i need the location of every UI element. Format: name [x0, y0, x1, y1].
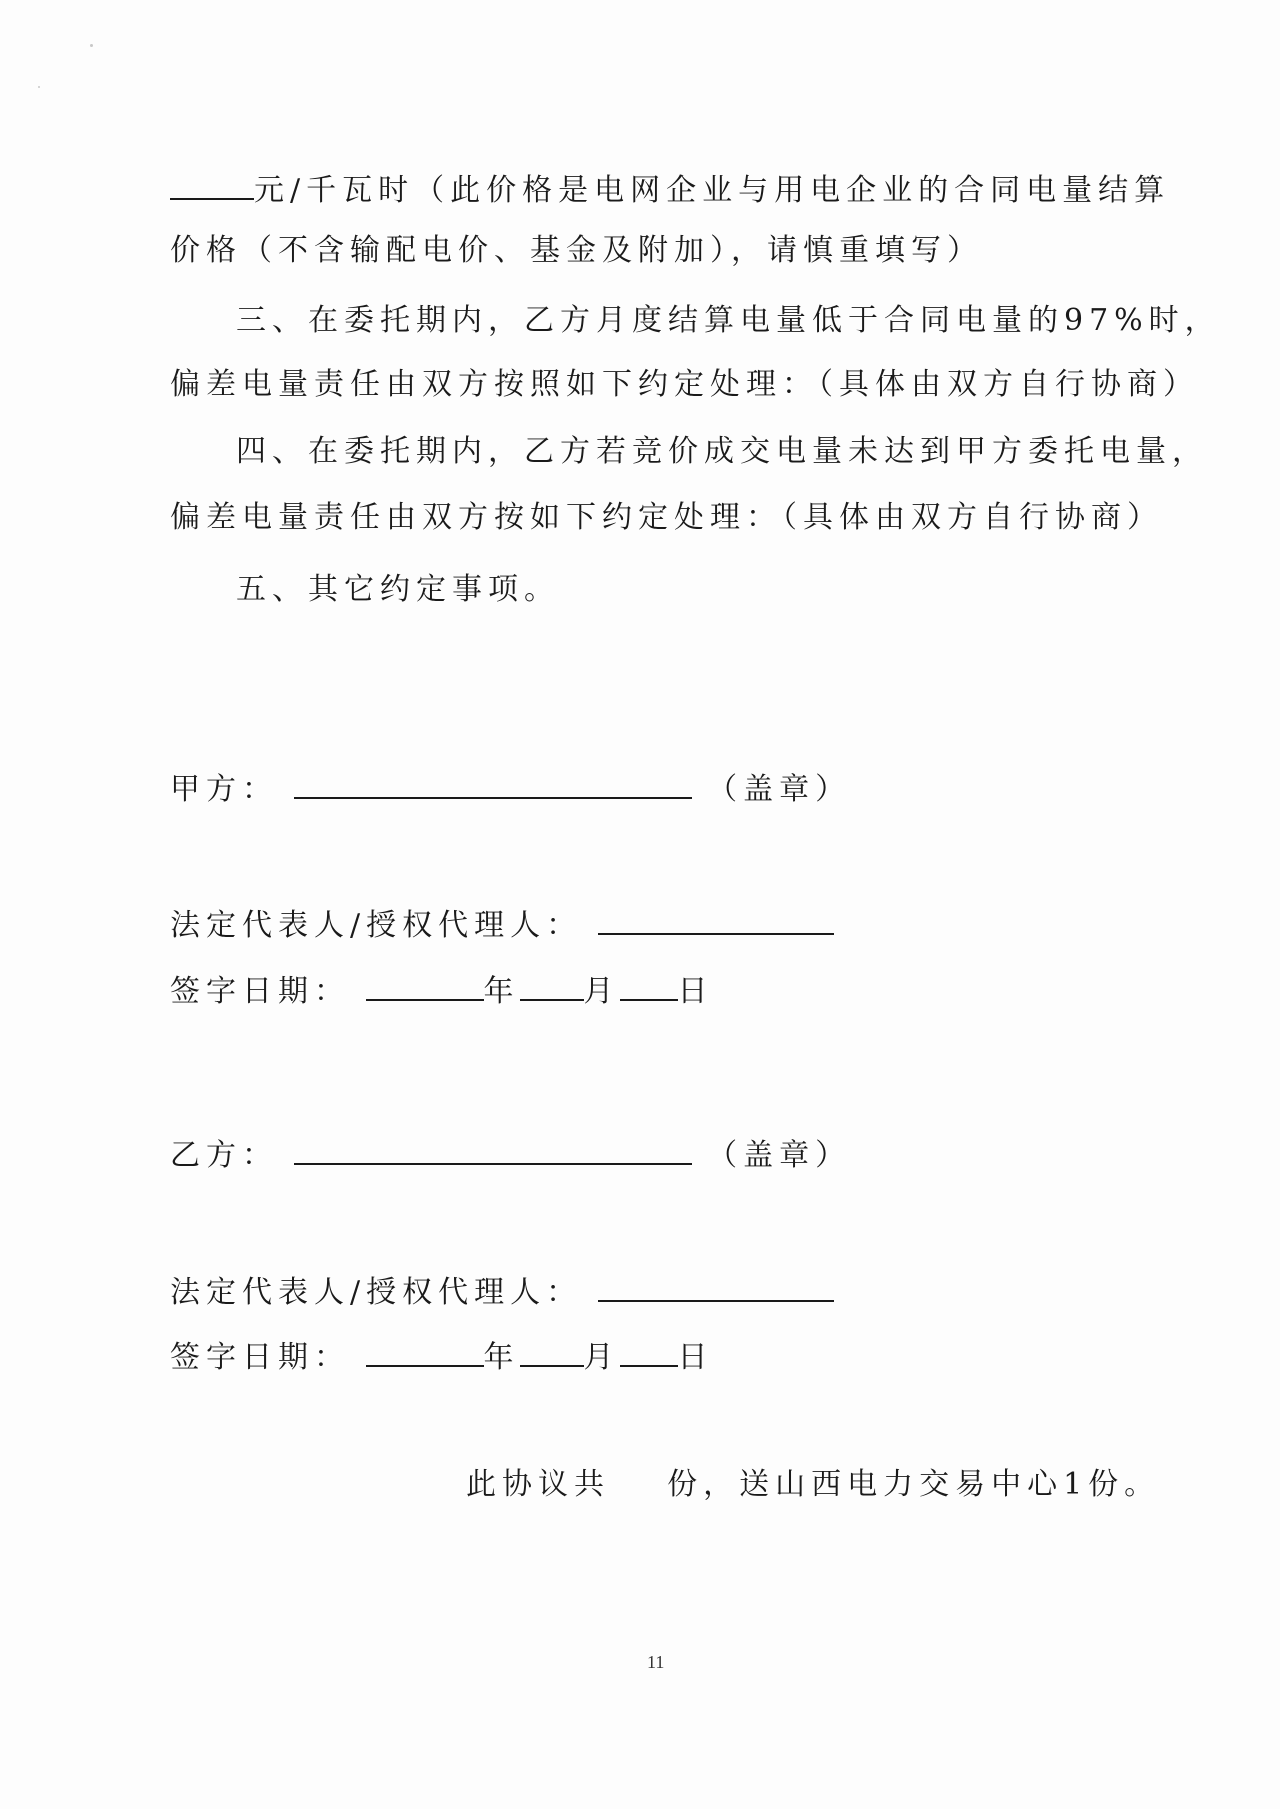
- party-b-representative-row: [170, 1270, 834, 1313]
- party-b-date-label: 签字日期：: [170, 1340, 350, 1375]
- clause-4-line-2: 偏差电量责任由双方按如下约定处理：（具体由双方自行协商）: [170, 500, 1163, 535]
- party-a-month-label: 月: [583, 974, 620, 1009]
- party-a-day-blank[interactable]: [620, 969, 678, 1001]
- scan-speck: [90, 44, 93, 47]
- party-a-seal-label: （盖章）: [707, 772, 852, 807]
- clause-5: 五、其它约定事项。: [236, 572, 560, 607]
- party-b-month-label: 月: [583, 1340, 620, 1375]
- page-number: 11: [647, 1652, 665, 1672]
- party-b-row: [170, 1133, 851, 1176]
- party-a-representative-row: [170, 903, 834, 946]
- party-b-representative-label: 法定代表人/授权代理人：: [170, 1275, 583, 1310]
- party-a-date-label: 签字日期：: [170, 974, 350, 1009]
- party-a-label: 甲方：: [170, 772, 278, 807]
- price-line: [170, 168, 1170, 211]
- party-a-month-blank[interactable]: [520, 969, 584, 1001]
- clause-3-line-1: 三、在委托期内，乙方月度结算电量低于合同电量的97%时，: [236, 303, 1221, 338]
- party-a-representative-blank[interactable]: [598, 903, 834, 935]
- party-a-date-row: [170, 969, 714, 1012]
- price-line-text: 元/千瓦时（此价格是电网企业与用电企业的合同电量结算: [254, 173, 1171, 208]
- scan-speck: [38, 86, 40, 88]
- price-blank[interactable]: [170, 168, 254, 200]
- party-b-year-blank[interactable]: [366, 1335, 484, 1367]
- copies-statement-part-2: 份，送山西电力交易中心1份。: [667, 1467, 1161, 1502]
- clause-4-line-1: 四、在委托期内，乙方若竞价成交电量未达到甲方委托电量，: [236, 434, 1208, 469]
- party-a-day-label: 日: [677, 974, 714, 1009]
- party-b-day-blank[interactable]: [620, 1335, 678, 1367]
- party-b-representative-blank[interactable]: [598, 1270, 834, 1302]
- party-a-name-blank[interactable]: [294, 767, 692, 799]
- party-b-year-label: 年: [483, 1340, 520, 1375]
- party-b-date-row: [170, 1335, 714, 1378]
- party-a-year-label: 年: [483, 974, 520, 1009]
- party-b-label: 乙方：: [170, 1138, 278, 1173]
- copies-statement: [466, 1465, 1160, 1505]
- copies-statement-part-1: 此协议共: [466, 1467, 610, 1502]
- clause-3-line-2: 偏差电量责任由双方按照如下约定处理：（具体由双方自行协商）: [170, 367, 1199, 402]
- price-line-continued: 价格（不含输配电价、基金及附加），请慎重填写）: [170, 233, 983, 268]
- party-b-name-blank[interactable]: [294, 1133, 692, 1165]
- party-a-representative-label: 法定代表人/授权代理人：: [170, 908, 583, 943]
- party-b-month-blank[interactable]: [520, 1335, 584, 1367]
- party-b-seal-label: （盖章）: [707, 1138, 852, 1173]
- party-a-year-blank[interactable]: [366, 969, 484, 1001]
- party-b-day-label: 日: [677, 1340, 714, 1375]
- party-a-row: [170, 767, 851, 810]
